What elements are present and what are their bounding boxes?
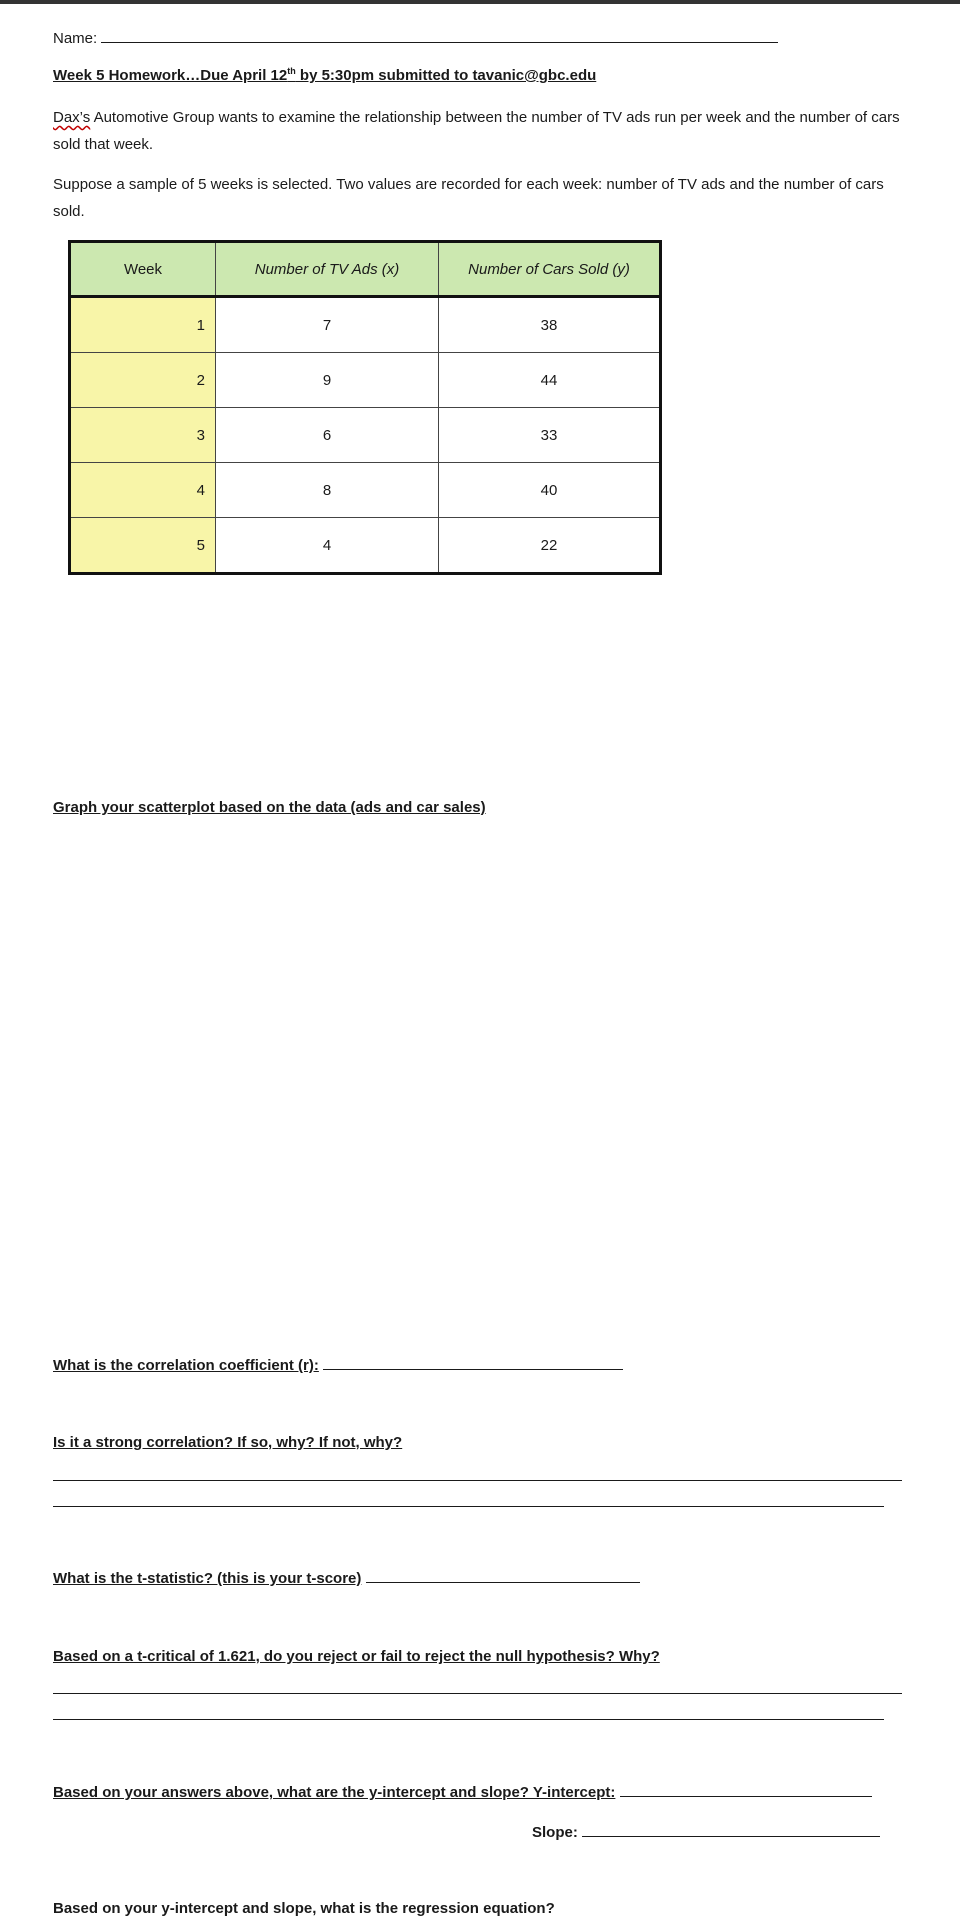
title-rest: by 5:30pm submitted to tavanic@gbc.edu bbox=[295, 67, 597, 84]
question-correlation: What is the correlation coefficient (r): bbox=[53, 1357, 319, 1374]
window-top-bar bbox=[0, 0, 960, 4]
ads-cell: 9 bbox=[216, 353, 439, 408]
tcritical-answer-line-2[interactable] bbox=[53, 1719, 884, 1720]
week-cell: 3 bbox=[70, 408, 216, 463]
header-week: Week bbox=[70, 242, 216, 297]
title-main: Week 5 Homework…Due April 12 bbox=[53, 67, 288, 84]
strong-answer-line-2[interactable] bbox=[53, 1506, 884, 1507]
tcritical-answer-line-1[interactable] bbox=[53, 1693, 902, 1694]
slope-row bbox=[532, 1822, 880, 1841]
name-row bbox=[53, 28, 778, 47]
ads-cell: 7 bbox=[216, 297, 439, 353]
name-blank-line[interactable] bbox=[101, 28, 778, 43]
question-scatterplot: Graph your scatterplot based on the data (ads and car sales) bbox=[53, 799, 486, 816]
table-row bbox=[70, 518, 661, 574]
correlation-answer-line[interactable] bbox=[323, 1355, 623, 1370]
intercept-answer-line[interactable] bbox=[620, 1782, 872, 1797]
homework-title bbox=[53, 67, 596, 84]
cars-cell: 40 bbox=[439, 463, 661, 518]
strong-answer-line-1[interactable] bbox=[53, 1480, 902, 1481]
question-intercept-slope: Based on your answers above, what are the y-intercept and slope? Y-intercept: bbox=[53, 1784, 616, 1801]
header-tv-ads: Number of TV Ads (x) bbox=[216, 242, 439, 297]
intercept-row bbox=[53, 1782, 872, 1801]
table-row bbox=[70, 297, 661, 353]
tstat-answer-line[interactable] bbox=[366, 1568, 640, 1583]
cars-cell: 38 bbox=[439, 297, 661, 353]
intro-paragraph-1 bbox=[53, 104, 913, 158]
slope-label: Slope: bbox=[532, 1824, 578, 1841]
intro-text-1: Automotive Group wants to examine the relationship between the number of TV ads run per week and the number of cars sold that week. bbox=[53, 109, 900, 153]
question-strong-correlation: Is it a strong correlation? If so, why? If not, why? bbox=[53, 1434, 403, 1451]
question-regression: Based on your y-intercept and slope, what is the regression equation? bbox=[53, 1900, 555, 1917]
name-label: Name: bbox=[53, 30, 98, 47]
week-cell: 2 bbox=[70, 353, 216, 408]
table-row bbox=[70, 353, 661, 408]
question-tstat: What is the t-statistic? (this is your t-score) bbox=[53, 1570, 362, 1587]
title-superscript: th bbox=[287, 66, 296, 76]
correlation-row bbox=[53, 1355, 623, 1374]
week-cell: 1 bbox=[70, 297, 216, 353]
company-word: Dax’s bbox=[53, 109, 91, 126]
intro-text-2: Suppose a sample of 5 weeks is selected. Two values are recorded for each week: number of TV ads and the number of cars sold. bbox=[53, 176, 884, 220]
cars-cell: 22 bbox=[439, 518, 661, 574]
ads-cell: 4 bbox=[216, 518, 439, 574]
cars-cell: 44 bbox=[439, 353, 661, 408]
tstat-row bbox=[53, 1568, 640, 1587]
ads-cell: 8 bbox=[216, 463, 439, 518]
slope-answer-line[interactable] bbox=[582, 1822, 880, 1837]
intro-paragraph-2 bbox=[53, 171, 913, 225]
question-tcritical: Based on a t-critical of 1.621, do you reject or fail to reject the null hypothesis? Why? bbox=[53, 1648, 660, 1665]
table-header-row bbox=[70, 242, 661, 297]
week-cell: 4 bbox=[70, 463, 216, 518]
table-row bbox=[70, 463, 661, 518]
cars-cell: 33 bbox=[439, 408, 661, 463]
ads-cell: 6 bbox=[216, 408, 439, 463]
table-row bbox=[70, 408, 661, 463]
data-table bbox=[68, 240, 662, 575]
week-cell: 5 bbox=[70, 518, 216, 574]
header-cars-sold: Number of Cars Sold (y) bbox=[439, 242, 661, 297]
